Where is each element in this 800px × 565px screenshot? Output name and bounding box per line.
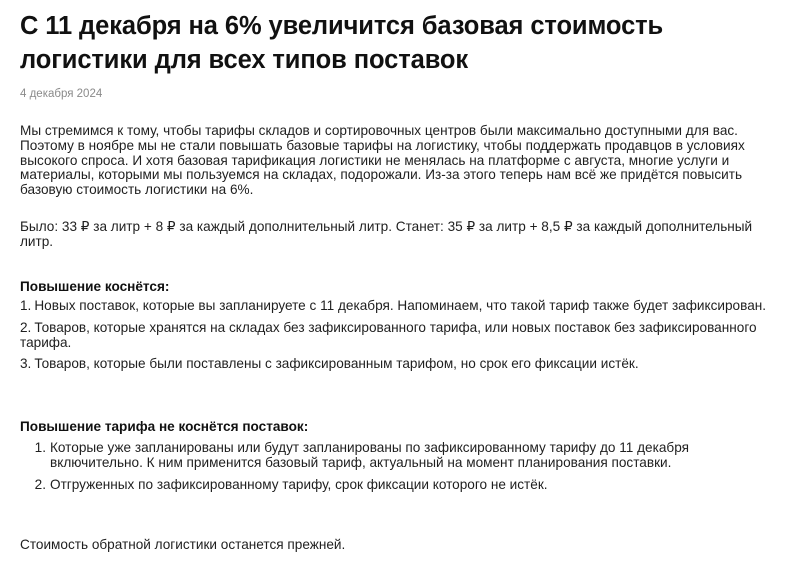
list-item-number: 1. [20, 298, 32, 313]
list-item-number: 1. [34, 440, 46, 455]
list-item [20, 321, 780, 351]
footer-paragraph: Стоимость обратной логистики останется прежней. [20, 537, 346, 552]
list-item-text: Отгруженных по зафиксированному тарифу, срок фиксации которого не истёк. [50, 476, 548, 492]
affected-section-title: Повышение коснётся: [20, 279, 170, 294]
affected-list [20, 299, 780, 379]
list-item-text: Которые уже запланированы или будут запланированы по зафиксированному тарифу до 11 декабря включительно. К ним применится базовый тариф, актуальный на момент планирования поставки. [50, 440, 689, 470]
article-title: С 11 декабря на 6% увеличится базовая стоимость логистики для всех типов поставок [20, 12, 664, 74]
list-item-number: 3. [20, 356, 32, 372]
list-item-number: 2. [20, 319, 32, 335]
list-item-text: Товаров, которые хранятся на складах без зафиксированного тарифа, или новых поставок без зафиксированного тарифа. [20, 319, 757, 350]
not-affected-list [20, 441, 720, 499]
list-item [20, 478, 720, 493]
not-affected-section-title: Повышение тарифа не коснётся поставок: [20, 419, 309, 434]
intro-paragraph: Мы стремимся к тому, чтобы тарифы складов и сортировочных центров были максимально доступными для вас. Поэтому в ноябре мы не стали повышать базовые тарифы на логистику, чтобы поддержать продавцов в условиях высокого спроса. И хотя базовая тарификация логистики не менялась на платформе с августа, многие услуги и материалы, которыми мы пользуемся на складах, подорожали. Из-за этого теперь нам всё же придётся повысить базовую стоимость логистики на 6%. [20, 123, 745, 198]
list-item [20, 441, 720, 471]
list-item-number: 2. [34, 476, 46, 492]
article-date: 4 декабря 2024 [20, 88, 103, 100]
list-item-text: Новых поставок, которые вы запланируете с 11 декабря. Напоминаем, что такой тариф также будет зафиксирован. [34, 298, 767, 313]
list-item-text: Товаров, которые были поставлены с зафиксированным тарифом, но срок его фиксации истёк. [34, 356, 639, 372]
list-item [20, 299, 780, 314]
prices-paragraph: Было: 33 ₽ за литр + 8 ₽ за каждый дополнительный литр. Станет: 35 ₽ за литр + 8,5 ₽ за каждый дополнительный литр. [20, 219, 753, 249]
list-item [20, 357, 780, 372]
